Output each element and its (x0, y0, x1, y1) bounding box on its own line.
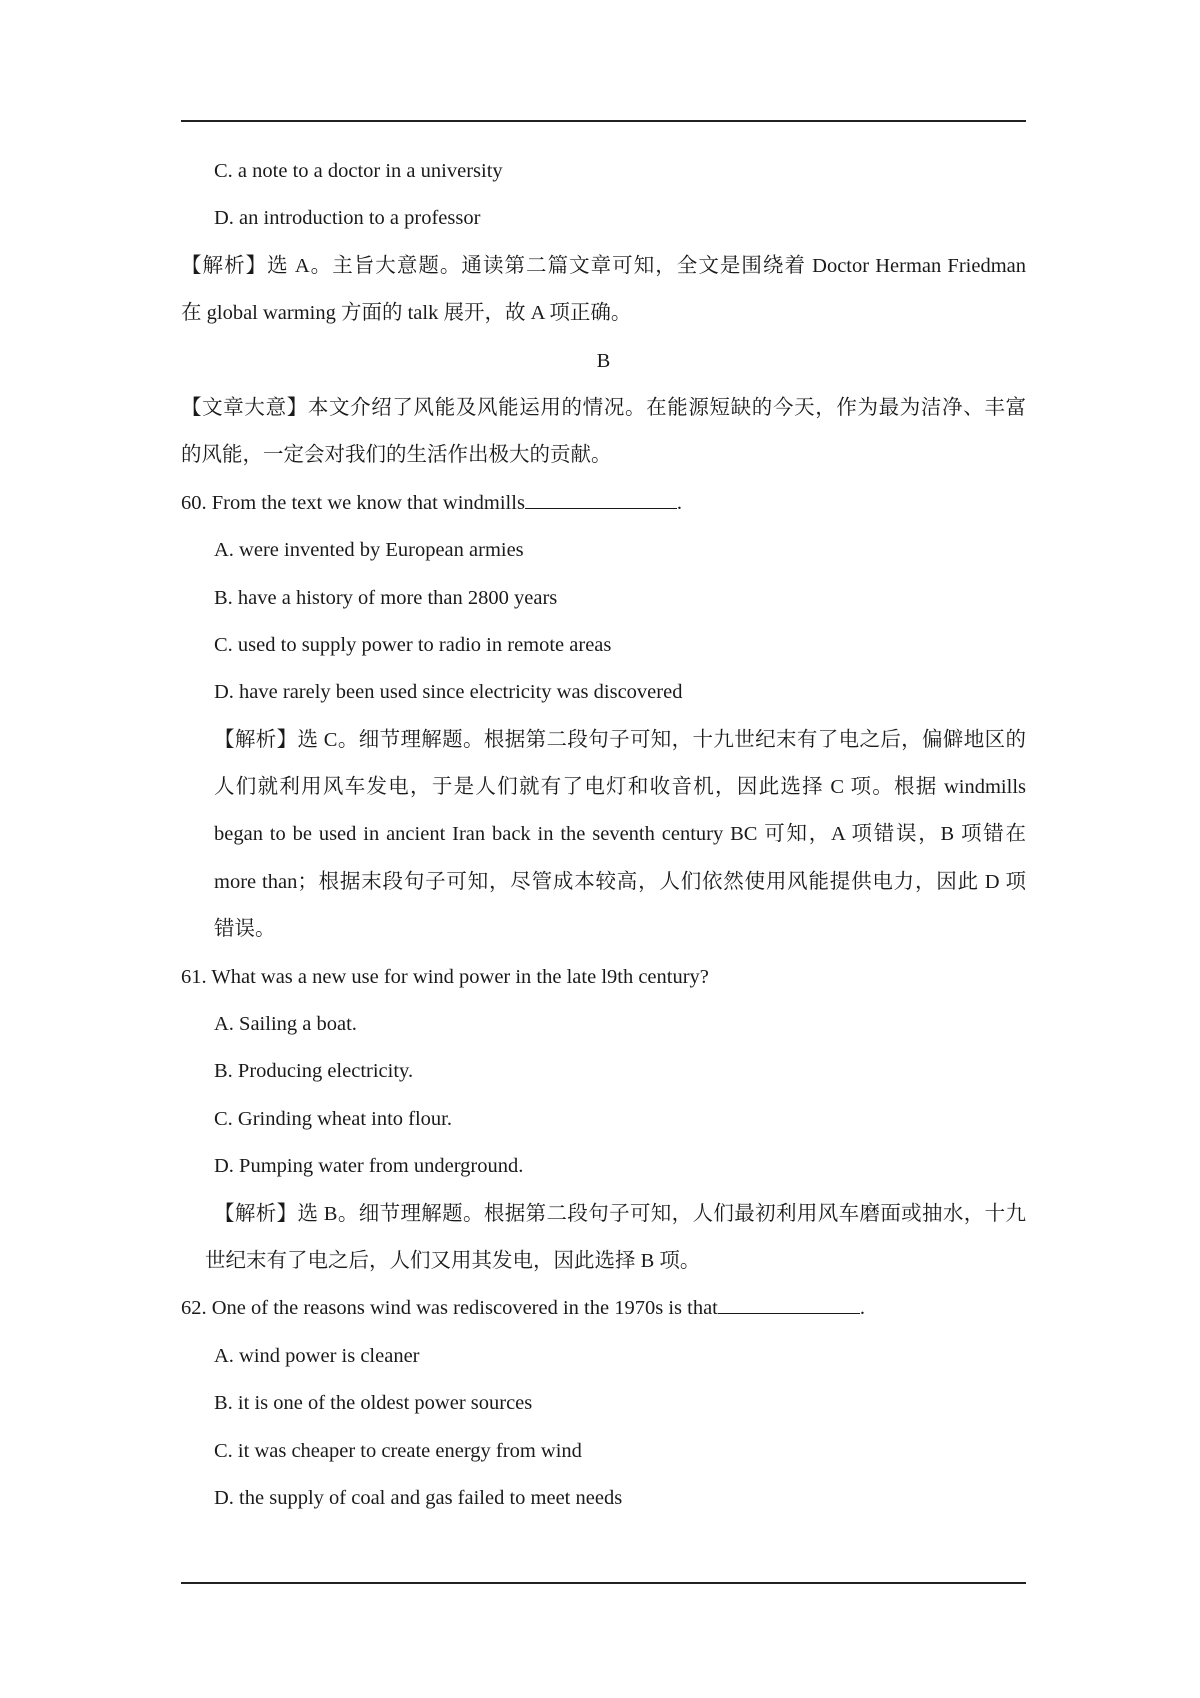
q60-option-c: C. used to supply power to radio in remote areas (214, 633, 612, 656)
q62-stem (181, 1285, 1026, 1332)
q60-analysis-line-1: 【解析】选 C。细节理解题。根据第二段句子可知，十九世纪末有了电之后，偏僻地区的 (214, 728, 1026, 751)
summary-line-1: 【文章大意】本文介绍了风能及风能运用的情况。在能源短缺的今天，作为最为洁净、丰富 (181, 396, 1026, 419)
q60-stem-text: 60. From the text we know that windmills (181, 491, 525, 514)
q59-analysis-line-2: 在 global warming 方面的 talk 展开，故 A 项正确。 (181, 302, 632, 325)
q60-option-d: D. have rarely been used since electricity was discovered (214, 681, 683, 704)
q59-option-d: D. an introduction to a professor (214, 207, 481, 230)
document-body (181, 148, 1026, 1522)
footer-rule (181, 1582, 1026, 1584)
q61-option-d: D. Pumping water from underground. (214, 1155, 524, 1178)
q62-stem-end: . (859, 1297, 865, 1320)
q60-answer-blank (525, 488, 677, 509)
q62-option-d: D. the supply of coal and gas failed to meet needs (214, 1486, 623, 1509)
header-rule (181, 120, 1026, 122)
q62-option-c: C. it was cheaper to create energy from wind (214, 1439, 582, 1462)
q62-answer-blank (718, 1293, 860, 1314)
q59-analysis-line-1: 【解析】选 A。主旨大意题。通读第二篇文章可知，全文是围绕着 Doctor Herman Friedman (181, 254, 1026, 277)
q60-analysis-line-5: 错误。 (214, 918, 276, 941)
q61-stem: 61. What was a new use for wind power in the late l9th century? (181, 965, 709, 988)
q61-option-b: B. Producing electricity. (214, 1060, 414, 1083)
q60-option-a: A. were invented by European armies (214, 539, 524, 562)
q61-option-c: C. Grinding wheat into flour. (214, 1107, 453, 1130)
q62-option-a: A. wind power is cleaner (214, 1344, 420, 1367)
q60-stem (181, 480, 1026, 527)
q60-analysis-line-3: began to be used in ancient Iran back in the seventh century BC 可知，A 项错误，B 项错在 (214, 823, 1026, 846)
q60-analysis-line-4: more than；根据末段句子可知，尽管成本较高，人们依然使用风能提供电力，因此 D 项 (214, 870, 1026, 893)
q60-analysis-line-2: 人们就利用风车发电，于是人们就有了电灯和收音机，因此选择 C 项。根据 windmills (214, 776, 1026, 799)
q62-stem-text: 62. One of the reasons wind was rediscovered in the 1970s is that (181, 1297, 718, 1320)
section-label: B (596, 349, 611, 372)
q61-analysis-line-2: 世纪末有了电之后，人们又用其发电，因此选择 B 项。 (205, 1249, 701, 1272)
q61-analysis-line-1: 【解析】选 B。细节理解题。根据第二段句子可知，人们最初利用风车磨面或抽水，十九 (214, 1202, 1026, 1225)
summary-line-2: 的风能，一定会对我们的生活作出极大的贡献。 (181, 444, 612, 467)
q61-option-a: A. Sailing a boat. (214, 1013, 357, 1036)
q62-option-b: B. it is one of the oldest power sources (214, 1392, 533, 1415)
q59-option-c: C. a note to a doctor in a university (214, 160, 503, 182)
q60-option-b: B. have a history of more than 2800 years (214, 586, 558, 609)
q60-stem-end: . (676, 491, 683, 514)
